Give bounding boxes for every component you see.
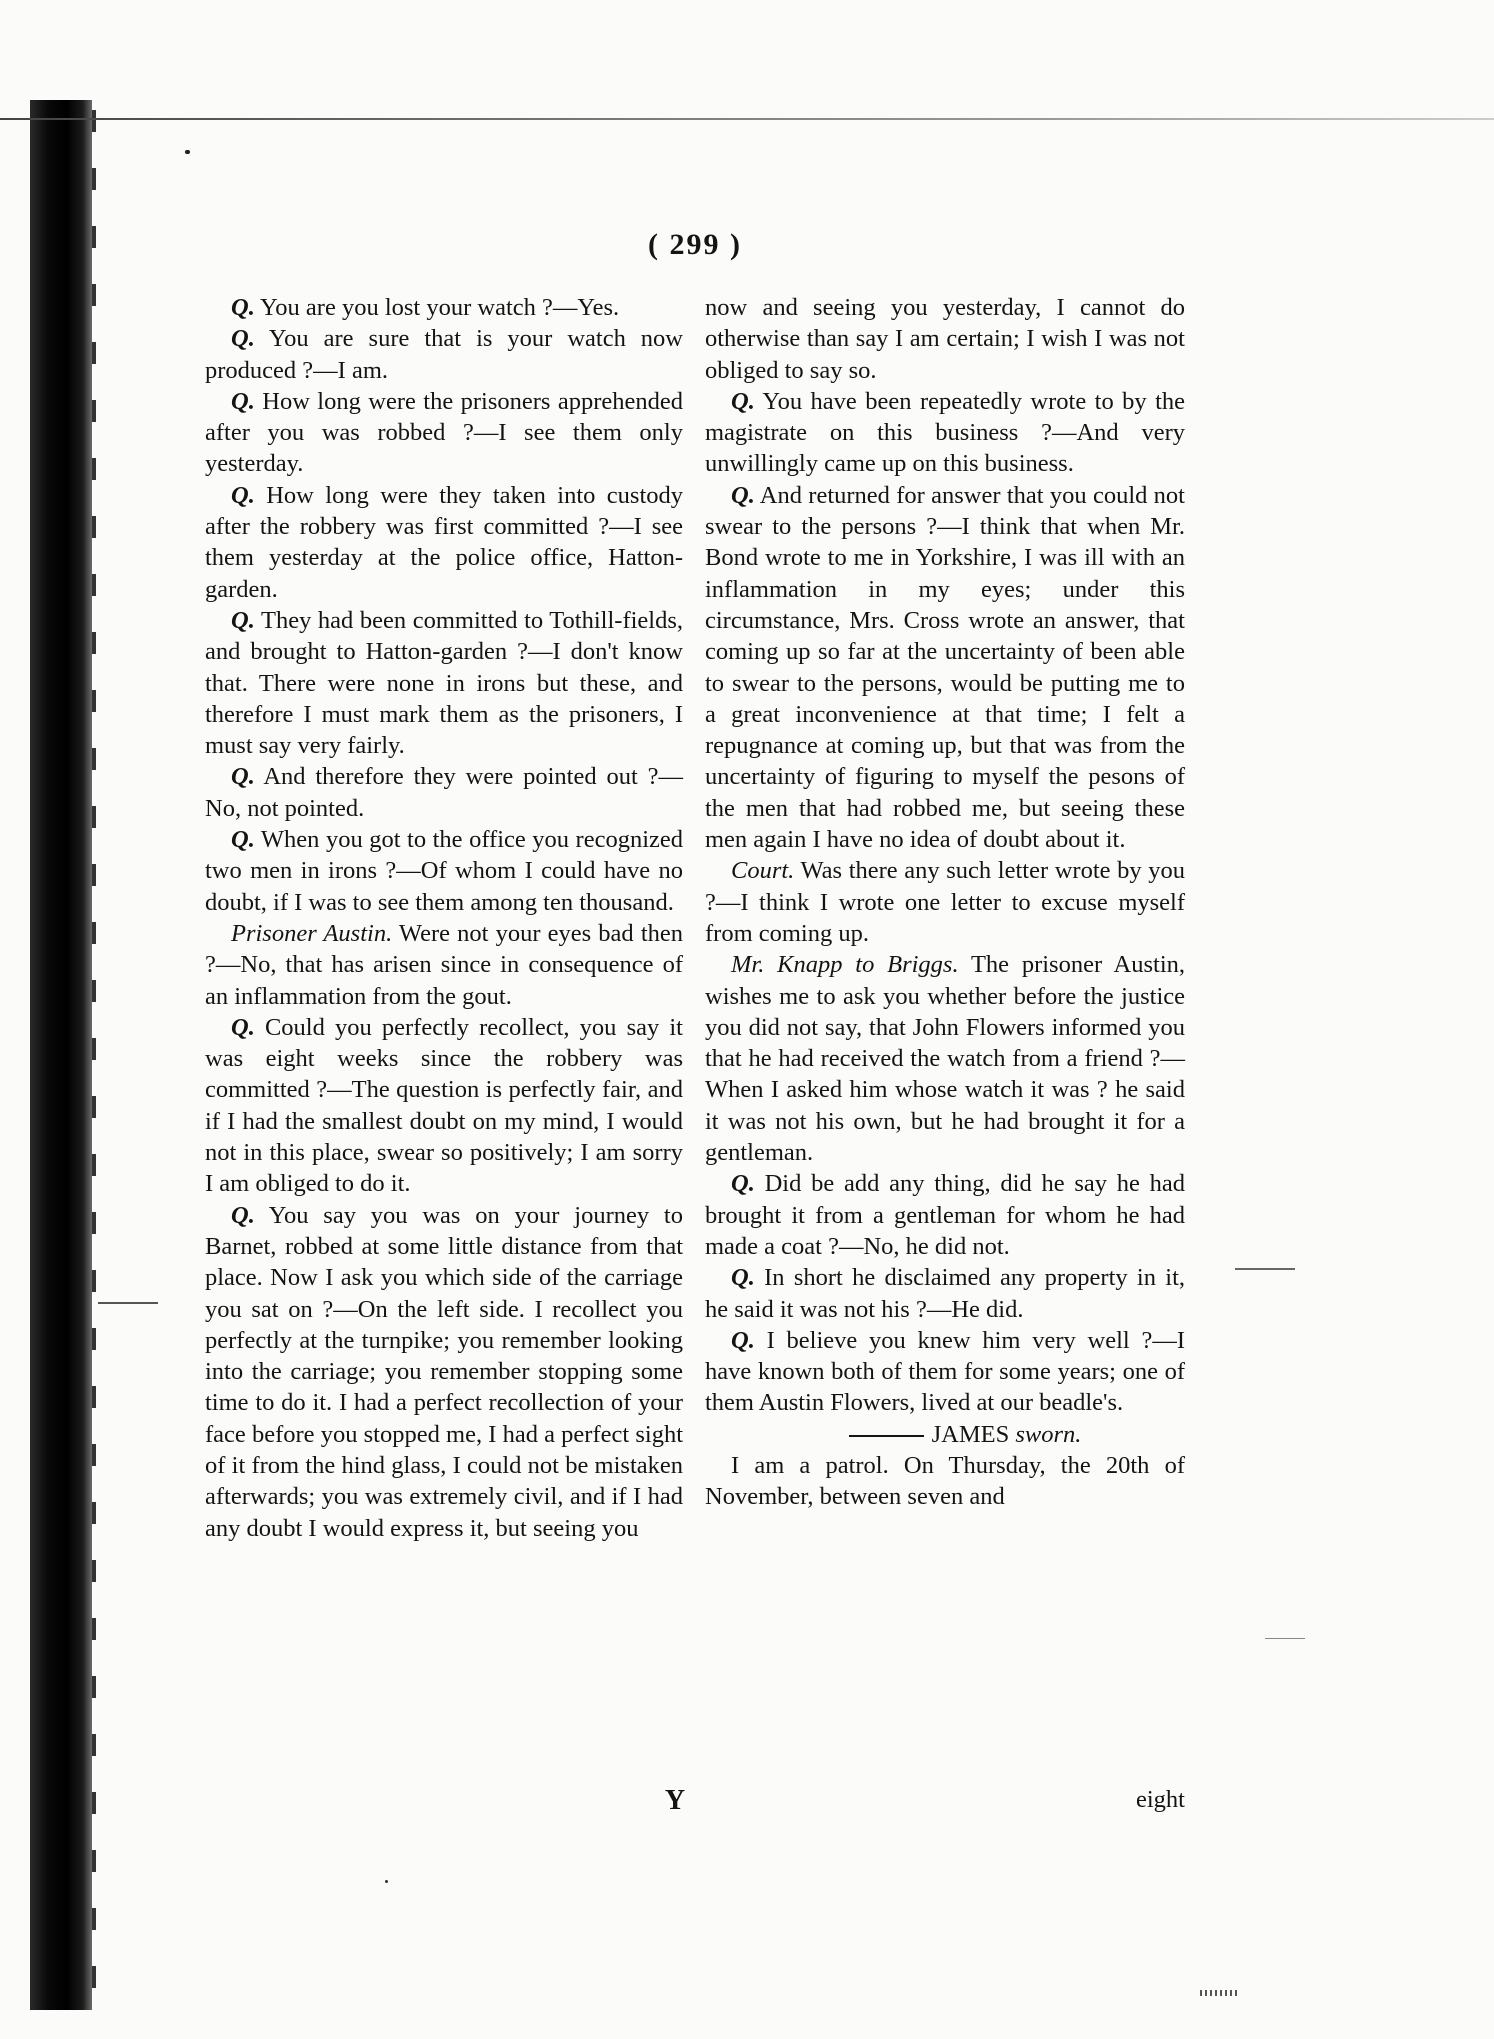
question-mark: Q. (731, 481, 755, 509)
speaker-label: Mr. Knapp to Briggs. (731, 951, 959, 979)
question-mark: Q. (731, 1170, 755, 1198)
question-mark: Q. (231, 294, 255, 321)
paragraph-text: Were not your eyes bad then ?—No, that has arisen since in consequence of an inflammation from the gout. (205, 919, 684, 1010)
question-mark: Q. (231, 1201, 255, 1229)
paragraph (205, 1200, 683, 1544)
page-top-edge-line (0, 118, 1494, 120)
paragraph-text: now and seeing you yesterday, I cannot do otherwise than say I am certain; I wish I was not obliged to say so. (705, 294, 1185, 384)
paragraph-text: I believe you knew him very well ?—I have known both of them for some years; one of them Austin Flowers, lived at our beadle's. (705, 1326, 1185, 1417)
book-binding-shadow (30, 100, 92, 2010)
page-number: ( 299 ) (648, 228, 742, 261)
paragraph (705, 480, 1185, 856)
paragraph (205, 918, 683, 1012)
text-column-right (705, 292, 1185, 1513)
binding-edge-marks (92, 110, 96, 2000)
paragraph (705, 1168, 1185, 1262)
paragraph-text: Was there any such letter wrote by you ?—I think I wrote one letter to excuse myself from coming up. (705, 857, 1185, 947)
paragraph-text: They had been committed to Tothill-fields, and brought to Hatton-garden ?—I don't know that. There were none in irons but these, and therefore I must mark them as the prisoners, I must say very fairly. (205, 606, 683, 760)
signature-mark: Y (664, 1785, 686, 1816)
question-mark: Q. (231, 1013, 255, 1041)
paragraph (205, 761, 683, 824)
question-mark: Q. (231, 325, 255, 353)
paragraph-text: And therefore they were pointed out ?—No, not pointed. (205, 763, 683, 822)
ink-speck (385, 1880, 388, 1883)
paragraph (205, 824, 683, 918)
ink-smudge (1200, 1990, 1240, 1996)
paragraph (705, 855, 1185, 949)
margin-mark-right-lower (1265, 1638, 1305, 1639)
paragraph-text: You have been repeatedly wrote to by the magistrate on this business ?—And very unwillingly came up on this business. (705, 387, 1186, 478)
paragraph-text: When you got to the office you recognized two men in irons ?—Of whom I could have no doubt, if I was to see them among ten thousand. (205, 826, 684, 916)
question-mark: Q. (231, 606, 255, 634)
paragraph-text: Could you perfectly recollect, you say it was eight weeks since the robbery was committed ?—The question is perfectly fair, and if I had the smallest doubt on my mind, I would not in this place, swear so positively; I am sorry I am obliged to do it. (205, 1013, 683, 1198)
paragraph (205, 480, 683, 605)
paragraph-text: In short he disclaimed any property in it, he said it was not his ?—He did. (705, 1264, 1185, 1323)
sworn-dash (849, 1435, 924, 1437)
paragraph-text: You say you was on your journey to Barnet, robbed at some little distance from that place. Now I ask you which side of the carriage you sat on ?—On the left side. I recollect you perfectly at the turnpike; you remember looking into the carriage; you remember stopping some time to do it. I had a perfect recollection of your face before you stopped me, I had a perfect sight of it from the hind glass, I could not be mistaken afterwards; you was extremely civil, and if I had any doubt I would express it, but seeing you (205, 1201, 683, 1542)
speaker-label: Court. (731, 857, 795, 885)
question-mark: Q. (231, 481, 255, 509)
paragraph-text: How long were the prisoners apprehended after you was robbed ?—I see them only yesterday. (205, 387, 684, 478)
paragraph-text: How long were they taken into custody after the robbery was first committed ?—I see them yesterday at the police office, Hatton-garden. (205, 481, 684, 603)
paragraph (705, 1325, 1185, 1419)
paragraph (705, 1262, 1185, 1325)
paragraph-text: I am a patrol. On Thursday, the 20th of November, between seven and (705, 1451, 1185, 1511)
speaker-label: Prisoner Austin. (231, 919, 393, 947)
margin-mark-left (98, 1302, 158, 1304)
question-mark: Q. (731, 1264, 755, 1292)
question-mark: Q. (231, 763, 255, 791)
catchword: eight (1136, 1786, 1185, 1813)
ink-speck (185, 150, 190, 154)
question-mark: Q. (231, 826, 255, 854)
text-column-left (205, 292, 683, 1544)
paragraph-text: And returned for answer that you could not swear to the persons ?—I think that when Mr. Bond wrote to me in Yorkshire, I was ill with an inflammation in my eyes; under this circumstance, Mrs. Cross wrote an answer, that coming up so far at the uncertainty of been able to swear to the persons, would be putting me to a great inconvenience at that time; I felt a repugnance at coming up, but that was from the uncertainty of figuring to myself the pesons of the men that had robbed me, but seeing these men again I have no idea of doubt about it. (705, 481, 1185, 854)
question-mark: Q. (231, 387, 255, 415)
margin-mark-right (1235, 1268, 1295, 1270)
paragraph (205, 292, 683, 323)
paragraph (705, 949, 1185, 1168)
paragraph (205, 605, 683, 761)
paragraph-text: You are sure that is your watch now produced ?—I am. (205, 325, 683, 384)
sworn-label: sworn. (1015, 1420, 1082, 1448)
paragraph (205, 386, 683, 480)
paragraph-text: Did be add any thing, did he say he had brought it from a gentleman for whom he had made a coat ?—No, he did not. (705, 1170, 1185, 1260)
question-mark: Q. (731, 1326, 755, 1354)
witness-name: JAMES (931, 1420, 1010, 1448)
paragraph-text: You are you lost your watch ?—Yes. (260, 294, 620, 321)
paragraph (705, 292, 1185, 386)
paragraph (705, 1450, 1185, 1513)
paragraph (705, 1419, 1185, 1450)
paragraph (205, 323, 683, 386)
paragraph-text: The prisoner Austin, wishes me to ask you whether before the justice you did not say, that John Flowers informed you that he had received the watch from a friend ?—When I asked him whose watch it was ? he said it was not his own, but he had brought it for a gentleman. (705, 951, 1185, 1167)
paragraph (205, 1012, 683, 1200)
paragraph (705, 386, 1185, 480)
question-mark: Q. (731, 387, 755, 415)
